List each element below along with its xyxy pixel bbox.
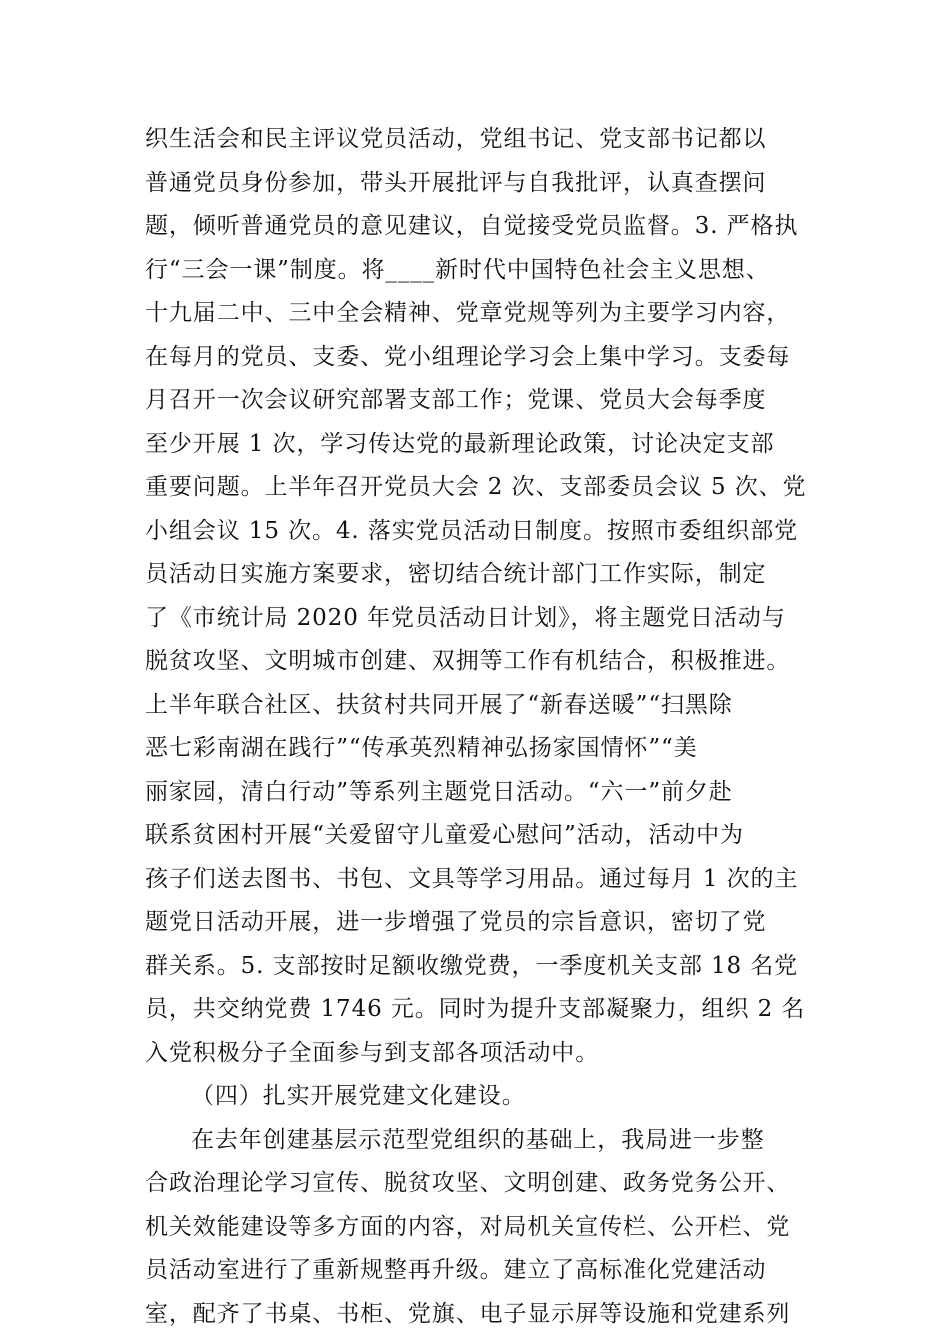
section-heading: （四）扎实开展党建文化建设。 xyxy=(191,1083,526,1109)
paragraph-line: 机关效能建设等多方面的内容，对局机关宣传栏、公开栏、党 xyxy=(145,1213,791,1240)
paragraph-line: 合政治理论学习宣传、脱贫攻坚、文明创建、政务党务公开、 xyxy=(145,1170,791,1196)
paragraph-line: 重要问题。上半年召开党员大会 2 次、支部委员会议 5 次、党 xyxy=(145,474,807,500)
paragraph-line: 在每月的党员、支委、党小组理论学习会上集中学习。支委每 xyxy=(145,343,791,370)
paragraph-line: 十九届二中、三中全会精神、党章党规等列为主要学习内容， xyxy=(145,300,791,326)
paragraph-line: 员活动日实施方案要求，密切结合统计部门工作实际，制定 xyxy=(145,561,767,587)
document-body xyxy=(145,118,825,1336)
paragraph-line: 室，配齐了书桌、书柜、党旗、电子显示屏等设施和党建系列 xyxy=(145,1300,791,1327)
paragraph-line: 员活动室进行了重新规整再升级。建立了高标准化党建活动 xyxy=(145,1257,767,1283)
paragraph-line: 孩子们送去图书、书包、文具等学习用品。通过每月 1 次的主 xyxy=(145,865,799,892)
paragraph-line: 联系贫困村开展“关爱留守儿童爱心慰问”活动，活动中为 xyxy=(145,822,744,848)
paragraph-line: 入党积极分子全面参与到支部各项活动中。 xyxy=(145,1039,600,1066)
paragraph-line: 月召开一次会议研究部署支部工作；党课、党员大会每季度 xyxy=(145,387,767,413)
paragraph-line: 至少开展 1 次，学习传达党的最新理论政策，讨论决定支部 xyxy=(145,430,775,457)
paragraph-line: 题，倾听普通党员的意见建议，自觉接受党员监督。3. 严格执 xyxy=(145,213,799,239)
paragraph-line: 丽家园，清白行动”等系列主题党日活动。“六一”前夕赴 xyxy=(145,778,733,805)
paragraph-line: 小组会议 15 次。4. 落实党员活动日制度。按照市委组织部党 xyxy=(145,517,799,544)
paragraph-line: 行“三会一课”制度。将____新时代中国特色社会主义思想、 xyxy=(145,256,770,283)
paragraph-line: 上半年联合社区、扶贫村共同开展了“新春送暖”“扫黑除 xyxy=(145,691,733,718)
paragraph-line: 织生活会和民主评议党员活动，党组书记、党支部书记都以 xyxy=(145,126,767,152)
paragraph-line: 群关系。5. 支部按时足额收缴党费，一季度机关支部 18 名党 xyxy=(145,952,799,979)
paragraph-line: 题党日活动开展，进一步增强了党员的宗旨意识，密切了党 xyxy=(145,909,767,935)
paragraph-line: 员，共交纳党费 1746 元。同时为提升支部凝聚力，组织 2 名 xyxy=(145,996,806,1022)
paragraph-line: 了《市统计局 2020 年党员活动日计划》，将主题党日活动与 xyxy=(145,604,786,631)
paragraph-line: 脱贫攻坚、文明城市创建、双拥等工作有机结合，积极推进。 xyxy=(145,648,791,674)
paragraph-line: 恶七彩南湖在践行”“传承英烈精神弘扬家国情怀”“美 xyxy=(145,735,698,761)
paragraph-line: 在去年创建基层示范型党组织的基础上，我局进一步整 xyxy=(191,1126,765,1153)
paragraph-line: 普通党员身份参加，带头开展批评与自我批评，认真查摆问 xyxy=(145,169,767,196)
